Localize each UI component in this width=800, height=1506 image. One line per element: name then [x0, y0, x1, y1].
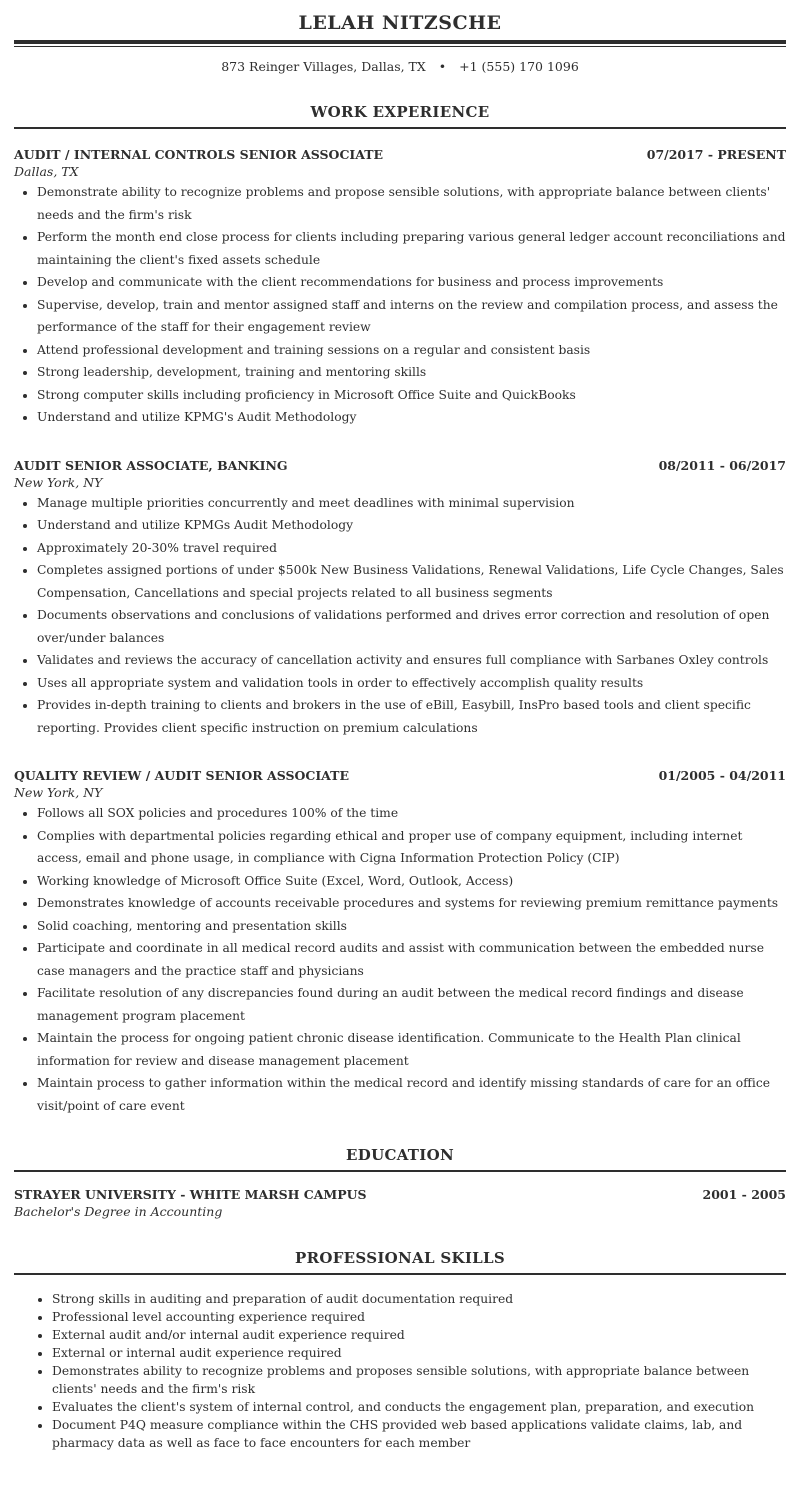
job-bullets — [14, 492, 786, 740]
section-divider — [14, 127, 786, 129]
section-title-skills: PROFESSIONAL SKILLS — [295, 1249, 505, 1267]
education-dates: 2001 - 2005 — [702, 1187, 786, 1202]
job-bullet: • Complies with departmental policies regarding ethical and proper use of company equipment, including internet access, email and phone usage, in compliance with Cigna Information Protection Policy (CIP) — [37, 825, 786, 870]
header-divider-thin — [14, 46, 786, 47]
job-title: QUALITY REVIEW / AUDIT SENIOR ASSOCIATE — [14, 768, 350, 783]
job-bullet: • Validates and reviews the accuracy of cancellation activity and ensures full compliance with Sarbanes Oxley controls — [37, 649, 786, 672]
skill-item: • External audit and/or internal audit experience required — [52, 1326, 786, 1344]
job-entry — [14, 147, 786, 429]
job-bullet: • Follows all SOX policies and procedures 100% of the time — [37, 802, 786, 825]
section-title-education: EDUCATION — [346, 1146, 454, 1164]
skill-item: • Strong skills in auditing and preparation of audit documentation required — [52, 1290, 786, 1308]
education-header — [14, 1187, 786, 1203]
job-bullet: • Completes assigned portions of under $500k New Business Validations, Renewal Validations, Life Cycle Changes, Sales Compensation, Cancellations and special projects related to all business segments — [37, 559, 786, 604]
contact-address: 873 Reinger Villages, — [221, 59, 358, 74]
job-entry — [14, 458, 786, 740]
skill-item: • Evaluates the client's system of internal control, and conducts the engagement plan, preparation, and execution — [52, 1398, 786, 1416]
contact-separator: • — [438, 59, 447, 74]
job-dates: 07/2017 - PRESENT — [646, 147, 786, 162]
job-location: New York, NY — [14, 785, 103, 800]
header-divider-thick — [14, 40, 786, 44]
job-bullet: • Uses all appropriate system and validation tools in order to effectively accomplish quality results — [37, 672, 786, 695]
job-header — [14, 458, 786, 474]
degree: Bachelor's Degree in Accounting — [14, 1204, 223, 1219]
contact-city: Dallas, TX — [361, 59, 426, 74]
job-header — [14, 768, 786, 784]
job-bullet: • Maintain the process for ongoing patient chronic disease identification. Communicate to the Health Plan clinical information for review and disease management placement — [37, 1027, 786, 1072]
school-name: STRAYER UNIVERSITY - WHITE MARSH CAMPUS — [14, 1187, 367, 1202]
job-bullet: • Manage multiple priorities concurrently and meet deadlines with minimal supervision — [37, 492, 786, 515]
job-bullet: • Supervise, develop, train and mentor assigned staff and interns on the review and compilation process, and assess the performance of the staff for their engagement review — [37, 294, 786, 339]
job-bullet: • Perform the month end close process for clients including preparing various general ledger account reconciliations and maintaining the client's fixed assets schedule — [37, 226, 786, 271]
job-location: Dallas, TX — [14, 164, 79, 179]
section-divider — [14, 1273, 786, 1275]
job-entry — [14, 768, 786, 1117]
section-divider — [14, 1170, 786, 1172]
job-title: AUDIT / INTERNAL CONTROLS SENIOR ASSOCIATE — [14, 147, 384, 162]
skill-item: • Demonstrates ability to recognize problems and proposes sensible solutions, with appropriate balance between clients' needs and the firm's risk — [52, 1362, 786, 1398]
job-header — [14, 147, 786, 163]
contact-line — [14, 58, 786, 76]
job-bullets — [14, 181, 786, 429]
job-bullet: • Develop and communicate with the client recommendations for business and process improvements — [37, 271, 786, 294]
section-title-work: WORK EXPERIENCE — [310, 103, 490, 121]
work-experience-section — [14, 101, 786, 1117]
job-bullet: • Facilitate resolution of any discrepancies found during an audit between the medical record findings and disease management program placement — [37, 982, 786, 1027]
job-bullet: • Solid coaching, mentoring and presentation skills — [37, 915, 786, 938]
job-bullet: • Attend professional development and training sessions on a regular and consistent basis — [37, 339, 786, 362]
skills-list — [14, 1290, 786, 1452]
job-bullet: • Demonstrates knowledge of accounts receivable procedures and systems for reviewing premium remittance payments — [37, 892, 786, 915]
job-bullet: • Documents observations and conclusions of validations performed and drives error correction and resolution of open over/under balances — [37, 604, 786, 649]
skill-item: • Professional level accounting experience required — [52, 1308, 786, 1326]
skill-item: • Document P4Q measure compliance within the CHS provided web based applications validate claims, lab, and pharmacy data as well as face to face encounters for each member — [52, 1416, 786, 1452]
resume-page — [14, 0, 786, 1452]
job-bullet: • Participate and coordinate in all medical record audits and assist with communication between the embedded nurse case managers and the practice staff and physicians — [37, 937, 786, 982]
job-bullet: • Working knowledge of Microsoft Office Suite (Excel, Word, Outlook, Access) — [37, 870, 786, 893]
skills-section — [14, 1247, 786, 1452]
job-bullet: • Demonstrate ability to recognize problems and propose sensible solutions, with appropriate balance between clients' needs and the firm's risk — [37, 181, 786, 226]
candidate-name: LELAH NITZSCHE — [298, 12, 502, 34]
job-title: AUDIT SENIOR ASSOCIATE, BANKING — [14, 457, 288, 473]
job-bullets — [14, 802, 786, 1117]
education-entry — [14, 1187, 786, 1221]
skill-item: • External or internal audit experience required — [52, 1344, 786, 1362]
job-bullet: • Approximately 20-30% travel required — [37, 537, 786, 560]
job-location: New York, NY — [14, 474, 103, 490]
job-dates: 08/2011 - 06/2017 — [658, 457, 786, 473]
job-bullet: • Strong leadership, development, training and mentoring skills — [37, 361, 786, 384]
job-bullet: • Strong computer skills including proficiency in Microsoft Office Suite and QuickBooks — [37, 384, 786, 407]
job-dates: 01/2005 - 04/2011 — [658, 768, 786, 783]
job-bullet: • Understand and utilize KPMG's Audit Methodology — [37, 406, 786, 429]
education-section — [14, 1144, 786, 1221]
job-bullet: • Provides in-depth training to clients and brokers in the use of eBill, Easybill, InsPro based tools and client specific reporting. Provides client specific instruction on premium calculations — [37, 694, 786, 739]
contact-phone: +1 (555) 170 1096 — [459, 59, 579, 74]
job-bullet: • Maintain process to gather information within the medical record and identify missing standards of care for an office visit/point of care event — [37, 1072, 786, 1117]
job-bullet: • Understand and utilize KPMGs Audit Methodology — [37, 514, 786, 537]
